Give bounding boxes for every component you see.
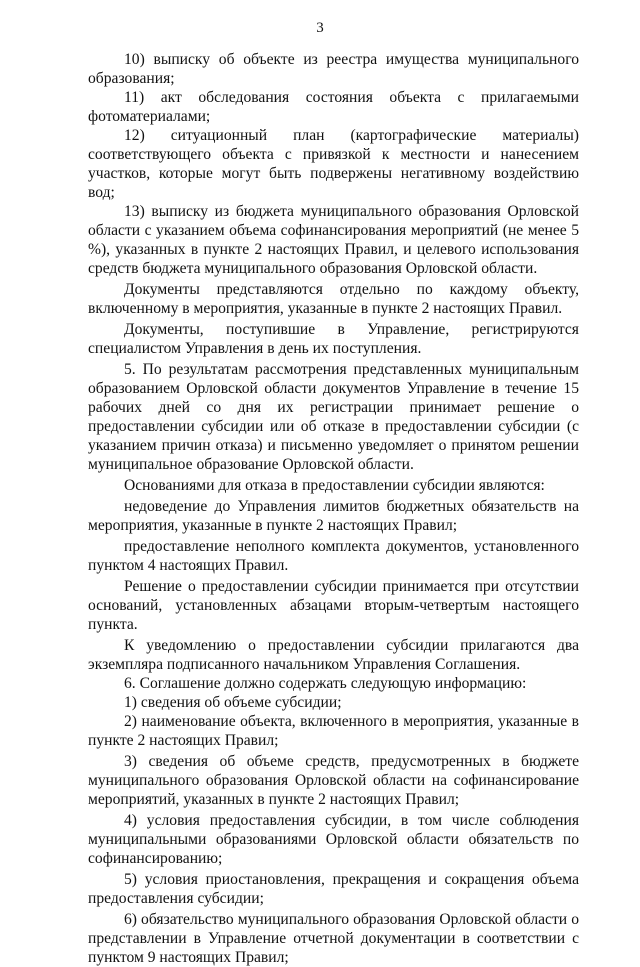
paragraph-agreement-item-2: 2) наименование объекта, включенного в мероприятия, указанные в пункте 2 настоящих Правил; (88, 713, 579, 749)
paragraph-refusal-grounds: Основаниями для отказа в предоставлении субсидии являются: (124, 477, 545, 494)
paragraph-clause-5: 5. По результатам рассмотрения представленных муниципальным образованием Орловской области документов Управление в течение 15 рабочих дней со дня их регистрации принимает решение о предоставлении субсидии или об отказе в предоставлении субсидии (с указанием причин отказа) и письменно уведомляет о принятом решении муниципальное образование Орловской области. (88, 361, 579, 473)
paragraph-item-12: 12) ситуационный план (картографические материалы) соответствующего объекта с привязкой к местности и нанесением участков, которые могут быть подвержены негативному воздействию вод; (88, 127, 579, 201)
paragraph-agreement-item-5: 5) условия приостановления, прекращения и сокращения объема предоставления субсидии; (88, 871, 579, 907)
paragraph-item-11: 11) акт обследования состояния объекта с прилагаемыми фотоматериалами; (88, 89, 579, 125)
paragraph-agreement-item-6: 6) обязательство муниципального образования Орловской области о представлении в Управление отчетной документации в соответствии с пунктом 9 настоящих Правил; (88, 911, 579, 966)
paragraph-documents-registration: Документы, поступившие в Управление, регистрируются специалистом Управления в день их поступления. (88, 321, 579, 357)
paragraph-item-10: 10) выписку об объекте из реестра имущества муниципального образования; (88, 51, 579, 87)
document-body (88, 50, 579, 967)
page-number: 3 (316, 20, 324, 36)
paragraph-documents-per-object: Документы представляются отдельно по каждому объекту, включенному в мероприятия, указанные в пункте 2 настоящих Правил. (88, 281, 579, 317)
paragraph-refusal-incomplete: предоставление неполного комплекта документов, установленного пунктом 4 настоящих Правил. (88, 538, 579, 574)
paragraph-item-13: 13) выписку из бюджета муниципального образования Орловской области с указанием объема софинансирования мероприятий (не менее 5 %), указанных в пункте 2 настоящих Правил, и целевого использования средств бюджета муниципального образования Орловской области. (88, 203, 579, 277)
paragraph-refusal-limits: недоведение до Управления лимитов бюджетных обязательств на мероприятия, указанные в пункте 2 настоящих Правил; (88, 498, 579, 534)
paragraph-agreement-item-4: 4) условия предоставления субсидии, в том числе соблюдения муниципальными образованиями Орловской области обязательств по софинансированию; (88, 812, 579, 867)
paragraph-agreement-item-3: 3) сведения об объеме средств, предусмотренных в бюджете муниципального образования Орловской области на софинансирование мероприятий, указанных в пункте 2 настоящих Правил; (88, 753, 579, 808)
paragraph-notification-attachment: К уведомлению о предоставлении субсидии прилагаются два экземпляра подписанного начальником Управления Соглашения. (88, 637, 579, 673)
paragraph-clause-6: 6. Соглашение должно содержать следующую информацию: (124, 675, 527, 692)
paragraph-decision: Решение о предоставлении субсидии принимается при отсутствии оснований, установленных абзацами вторым-четвертым настоящего пункта. (88, 578, 579, 633)
paragraph-agreement-item-1: 1) сведения об объеме субсидии; (124, 694, 342, 711)
